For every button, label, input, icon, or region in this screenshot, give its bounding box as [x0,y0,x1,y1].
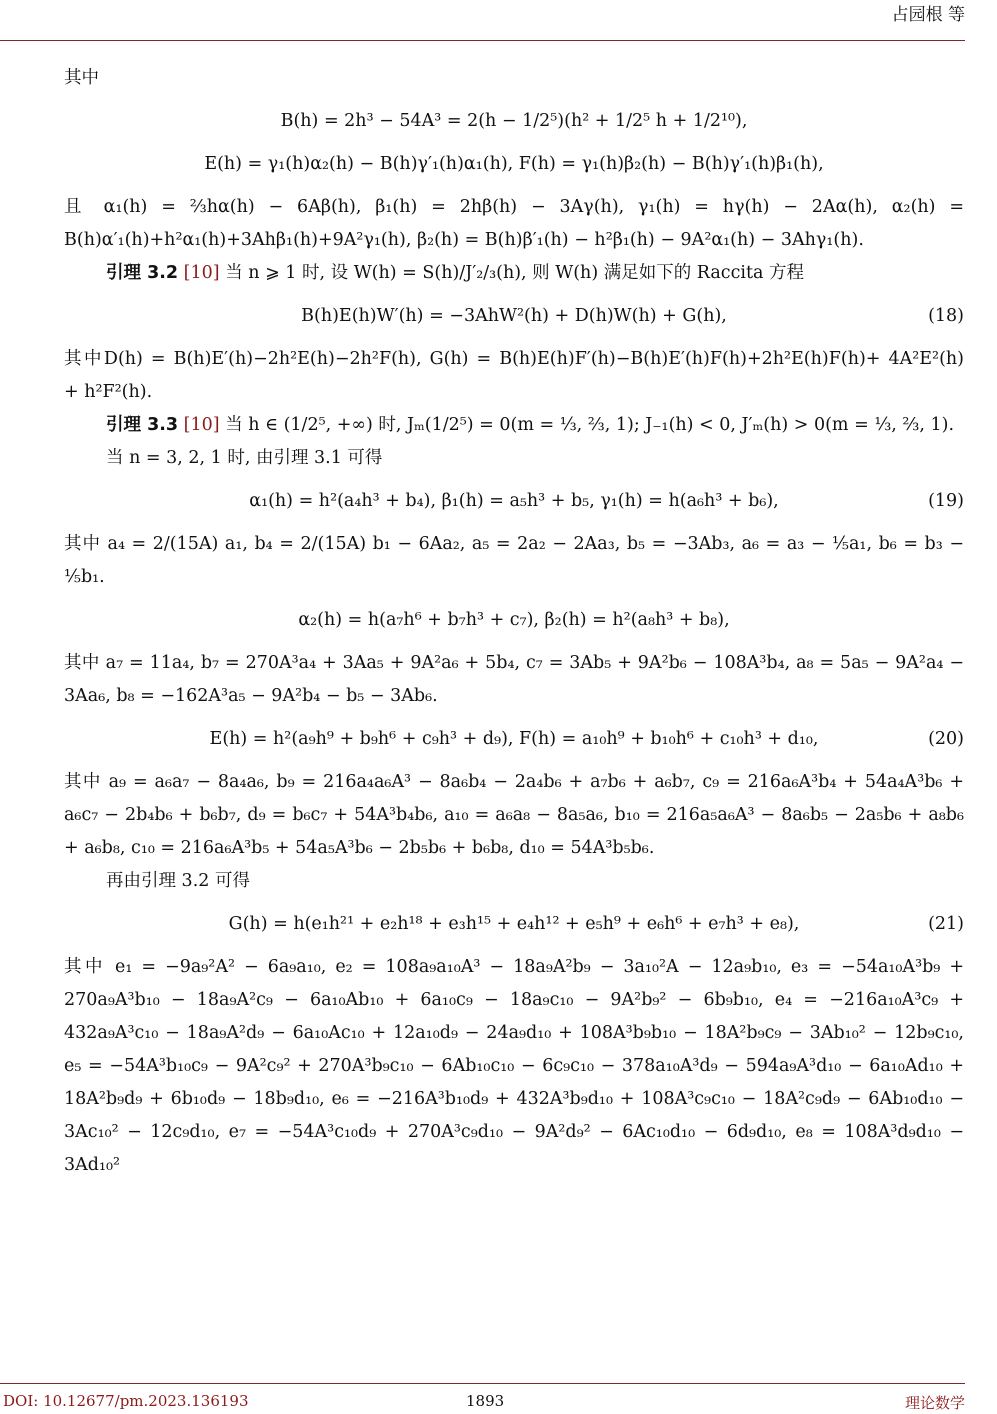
equation-18 [64,300,964,333]
footer-doi-link[interactable]: DOI: 10.12677/pm.2023.136193 [3,1392,249,1410]
intro-text: 其中 [64,68,99,88]
running-header-author: 占园根 等 [891,5,965,25]
lemma-3-3 [64,409,964,442]
equation-21 [64,908,964,941]
citation-link[interactable]: [10] [183,415,220,435]
equation-21-number: (21) [928,914,964,934]
equation-B: B(h) = 2h³ − 54A³ = 2(h − 1/2⁵)(h² + 1/2⁵ h + 1/2¹⁰), [280,111,748,131]
equation-18-number: (18) [928,306,964,326]
footer-page-number: 1893 [466,1392,505,1410]
page-content [64,62,964,1182]
paragraph-n-values: 当 n = 3, 2, 1 时, 由引理 3.1 可得 [106,448,383,468]
equation-alpha2-beta2: α₂(h) = h(a₇h⁶ + b₇h³ + c₇), β₂(h) = h²(a₈h³ + b₈), [298,610,730,630]
paragraph-a4-b6: 其中 a₄ = 2/(15A) a₁, b₄ = 2/(15A) b₁ − 6Aa₂, a₅ = 2a₂ − 2Aa₃, b₅ = −3Ab₃, a₆ = a₃ − ⅕a₁, b₆ = b₃ − ⅕b₁. [64,534,964,587]
header-rule [0,40,965,41]
paragraph-alpha-definitions: 且 α₁(h) = ⅔hα(h) − 6Aβ(h), β₁(h) = 2hβ(h) − 3Aγ(h), γ₁(h) = hγ(h) − 2Aα(h), α₂(h) = B(h)α′₁(h)+h²α₁(h)+3Ahβ₁(h)+9A²γ₁(h), β₂(h) = B(h)β′₁(h) − h²β₁(h) − 9A²α₁(h) − 3Ahγ₁(h). [64,197,964,250]
lemma-3-2-text: 当 n ⩾ 1 时, 设 W(h) = S(h)/J′₂/₃(h), 则 W(h) 满足如下的 Raccita 方程 [225,263,805,283]
equation-20 [64,723,964,756]
paragraph-again: 再由引理 3.2 可得 [106,871,250,891]
equation-18-body: B(h)E(h)W′(h) = −3AhW²(h) + D(h)W(h) + G(h), [301,306,727,326]
paragraph-a7-b8: 其中 a₇ = 11a₄, b₇ = 270A³a₄ + 3Aa₅ + 9A²a₆ + 5b₄, c₇ = 3Ab₅ + 9A²b₆ − 108A³b₄, a₈ = 5a₅ − 9A²a₄ − 3Aa₆, b₈ = −162A³a₅ − 9A²b₄ − b₅ − 3Ab₆. [64,653,964,706]
equation-20-body: E(h) = h²(a₉h⁹ + b₉h⁶ + c₉h³ + d₉), F(h) = a₁₀h⁹ + b₁₀h⁶ + c₁₀h³ + d₁₀, [209,729,819,749]
paragraph-e-coefficients: 其中 e₁ = −9a₉²A² − 6a₉a₁₀, e₂ = 108a₉a₁₀A³ − 18a₉A²b₉ − 3a₁₀²A − 12a₉b₁₀, e₃ = −54a₁₀A³b₉ + 270a₉A³b₁₀ − 18a₉A²c₉ − 6a₁₀Ab₁₀ + 6a₁₀c₉ − 18a₉c₁₀ − 9A²b₉² − 6b₉b₁₀, e₄ = −216a₁₀A³c₉ + 432a₉A³c₁₀ − 18a₉A²d₉ − 6a₁₀Ac₁₀ + 12a₁₀d₉ − 24a₉d₁₀ + 108A³b₉b₁₀ − 18A²b₉c₉ − 3Ab₁₀² − 12b₉c₁₀, e₅ = −54A³b₁₀c₉ − 9A²c₉² + 270A³b₉c₁₀ − 6Ab₁₀c₁₀ − 6c₉c₁₀ − 378a₁₀A³d₉ − 594a₉A³d₁₀ − 6a₁₀Ad₁₀ + 18A²b₉d₉ + 6b₁₀d₉ − 18b₉d₁₀, e₆ = −216A³b₁₀d₉ + 432A³b₉d₁₀ + 108A³c₉c₁₀ − 18A²c₉d₉ − 6Ab₁₀d₁₀ − 3Ac₁₀² − 12c₉d₁₀, e₇ = −54A³c₁₀d₉ + 270A³c₉d₁₀ − 9A²d₉² − 6Ac₁₀d₁₀ − 6d₉d₁₀, e₈ = 108A³d₉d₁₀ − 3Ad₁₀² [64,957,964,1175]
paragraph-D-G: 其中D(h) = B(h)E′(h)−2h²E(h)−2h²F(h), G(h) = B(h)E(h)F′(h)−B(h)E′(h)F(h)+2h²E(h)F(h)+ 4A²E²(h) + h²F²(h). [64,349,964,402]
lemma-3-2 [64,257,964,290]
equation-21-body: G(h) = h(e₁h²¹ + e₂h¹⁸ + e₃h¹⁵ + e₄h¹² + e₅h⁹ + e₆h⁶ + e₇h³ + e₈), [228,914,800,934]
lemma-3-3-text: 当 h ∈ (1/2⁵, +∞) 时, Jₘ(1/2⁵) = 0(m = ⅓, ⅔, 1); J₋₁(h) < 0, J′ₘ(h) > 0(m = ⅓, ⅔, 1). [225,415,955,435]
paragraph-a9-d10: 其中 a₉ = a₆a₇ − 8a₄a₆, b₉ = 216a₄a₆A³ − 8a₆b₄ − 2a₄b₆ + a₇b₆ + a₆b₇, c₉ = 216a₆A³b₄ + 54a₄A³b₆ + a₆c₇ − 2b₄b₆ + b₆b₇, d₉ = b₆c₇ + 54A³b₄b₆, a₁₀ = a₆a₈ − 8a₅a₆, b₁₀ = 216a₅a₆A³ − 8a₆b₅ − 2a₅b₆ + a₈b₆ + a₆b₈, c₁₀ = 216a₆A³b₅ + 54a₅A³b₆ − 2b₅b₆ + b₆b₈, d₁₀ = 54A³b₅b₆. [64,772,964,858]
equation-19 [64,485,964,518]
lemma-3-2-label: 引理 3.2 [106,263,179,283]
equation-20-number: (20) [928,729,964,749]
lemma-3-3-label: 引理 3.3 [106,415,179,435]
equation-19-number: (19) [928,491,964,511]
footer-rule [0,1383,965,1384]
citation-link[interactable]: [10] [183,263,220,283]
equation-E-F: E(h) = γ₁(h)α₂(h) − B(h)γ′₁(h)α₁(h), F(h) = γ₁(h)β₂(h) − B(h)γ′₁(h)β₁(h), [204,154,824,174]
equation-19-body: α₁(h) = h²(a₄h³ + b₄), β₁(h) = a₅h³ + b₅, γ₁(h) = h(a₆h³ + b₆), [249,491,779,511]
footer-journal-link[interactable]: 理论数学 [904,1394,965,1412]
